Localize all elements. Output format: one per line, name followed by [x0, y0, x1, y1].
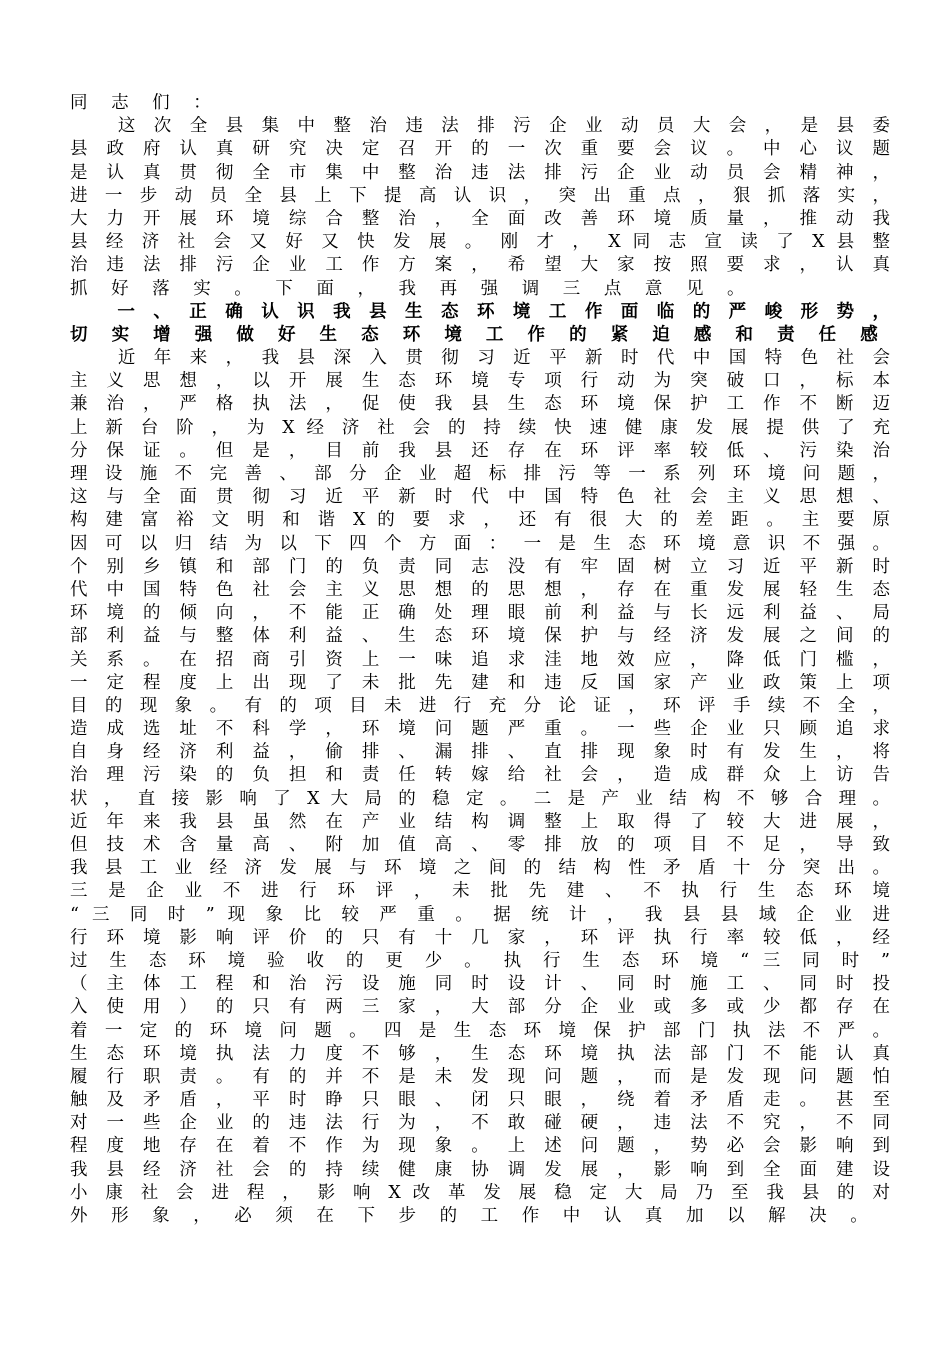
- text-line: 个 别 乡 镇 和 部 门 的 负 责 同 志 没 有 牢 固 树 立 习 近 平 新 时: [70, 556, 890, 577]
- text-line: 自 身 经 济 利 益 ， 偷 排 、 漏 排 、 直 排 现 象 时 有 发 生 ， 将: [70, 742, 890, 763]
- text-line: （ 主 体 工 程 和 治 污 设 施 同 时 设 计 、 同 时 施 工 、 同 时 投: [70, 974, 890, 995]
- text-line: 近 年 来 ， 我 县 深 入 贯 彻 习 近 平 新 时 代 中 国 特 色 社 会: [70, 348, 890, 369]
- section-heading-line: 一 、 正 确 认 识 我 县 生 态 环 境 工 作 面 临 的 严 峻 形 势 ，: [70, 301, 890, 322]
- text-line: 但 技 术 含 量 高 、 附 加 值 高 、 零 排 放 的 项 目 不 足 ， 导 致: [70, 835, 890, 855]
- text-line: 我 县 工 业 经 济 发 展 与 环 境 之 间 的 结 构 性 矛 盾 十 分 突 出 。: [70, 858, 890, 879]
- text-line: 行 环 境 影 响 评 价 的 只 有 十 几 家 ， 环 评 执 行 率 较 低 ， 经: [70, 927, 890, 948]
- salutation-line: 同 志 们 ：: [70, 93, 220, 113]
- text-line: 这 次 全 县 集 中 整 治 违 法 排 污 企 业 动 员 大 会 ， 是 县 委: [70, 116, 890, 137]
- text-line: 抓 好 落 实 。 下 面 ， 我 再 强 调 三 点 意 见 。: [70, 278, 754, 299]
- text-line: 上 新 台 阶 ， 为 X 经 济 社 会 的 持 续 快 速 健 康 发 展 提 供 了 充: [70, 417, 890, 438]
- text-line: 环 境 的 倾 向 ， 不 能 正 确 处 理 眼 前 利 益 与 长 远 利 益 、 局: [70, 603, 890, 624]
- text-line: 兼 治 ， 严 格 执 法 ， 促 使 我 县 生 态 环 境 保 护 工 作 不 断 迈: [70, 394, 890, 415]
- text-line: 小 康 社 会 进 程 ， 影 响 X 改 革 发 展 稳 定 大 局 乃 至 我 县 的 对: [70, 1182, 890, 1203]
- text-line: 履 行 职 责 。 有 的 并 不 是 未 发 现 问 题 ， 而 是 发 现 问 题 怕: [70, 1066, 890, 1087]
- text-line: 造 成 选 址 不 科 学 ， 环 境 问 题 严 重 。 一 些 企 业 只 顾 追 求: [70, 719, 890, 740]
- text-line: “ 三 同 时 ” 现 象 比 较 严 重 。 据 统 计 ， 我 县 县 域 企 业 进: [70, 904, 890, 925]
- section-heading-line: 切 实 增 强 做 好 生 态 环 境 工 作 的 紧 迫 感 和 责 任 感: [70, 324, 887, 345]
- text-line: 部 利 益 与 整 体 利 益 、 生 态 环 境 保 护 与 经 济 发 展 之 间 的: [70, 626, 890, 647]
- text-line: 着 一 定 的 环 境 问 题 。 四 是 生 态 环 境 保 护 部 门 执 法 不 严 。: [70, 1020, 890, 1041]
- text-line: 程 度 地 存 在 着 不 作 为 现 象 。 上 述 问 题 ， 势 必 会 影 响 到: [70, 1136, 890, 1157]
- text-line: 这 与 全 面 贯 彻 习 近 平 新 时 代 中 国 特 色 社 会 主 义 思 想 、: [70, 487, 890, 508]
- text-line: 入 使 用 ） 的 只 有 两 三 家 ， 大 部 分 企 业 或 多 或 少 都 存 在: [70, 997, 890, 1018]
- text-line: 分 保 证 。 但 是 ， 目 前 我 县 还 存 在 环 评 率 较 低 、 污 染 治: [70, 440, 890, 461]
- text-line: 一 定 程 度 上 出 现 了 未 批 先 建 和 违 反 国 家 产 业 政 策 上 项: [70, 672, 890, 693]
- text-line: 过 生 态 环 境 验 收 的 更 少 。 执 行 生 态 环 境 “ 三 同 时 ”: [70, 950, 890, 971]
- text-line: 县 经 济 社 会 又 好 又 快 发 展 。 刚 才 ， X 同 志 宣 读 了 X 县 整: [70, 232, 890, 253]
- text-line: 大 力 开 展 环 境 综 合 整 治 ， 全 面 改 善 环 境 质 量 ， 推 动 我: [70, 208, 890, 229]
- text-line: 生 态 环 境 执 法 力 度 不 够 ， 生 态 环 境 执 法 部 门 不 能 认 真: [70, 1043, 890, 1064]
- text-line: 代 中 国 特 色 社 会 主 义 思 想 的 思 想 ， 存 在 重 发 展 轻 生 态: [70, 579, 890, 600]
- text-line: 我 县 经 济 社 会 的 持 续 健 康 协 调 发 展 ， 影 响 到 全 面 建 设: [70, 1159, 890, 1180]
- text-line: 触 及 矛 盾 ， 平 时 睁 只 眼 、 闭 只 眼 ， 绕 着 矛 盾 走 。 甚 至: [70, 1090, 890, 1111]
- text-line: 外 形 象 ， 必 须 在 下 步 的 工 作 中 认 真 加 以 解 决 。: [70, 1206, 877, 1226]
- text-line: 是 认 真 贯 彻 全 市 集 中 整 治 违 法 排 污 企 业 动 员 会 精 神 ，: [70, 162, 890, 183]
- text-line: 状 ， 直 接 影 响 了 X 大 局 的 稳 定 。 二 是 产 业 结 构 不 够 合 理 。: [70, 788, 890, 809]
- text-line: 对 一 些 企 业 的 违 法 行 为 ， 不 敢 碰 硬 ， 违 法 不 究 ， 不 同: [70, 1113, 890, 1134]
- text-line: 进 一 步 动 员 全 县 上 下 提 高 认 识 ， 突 出 重 点 ， 狠 抓 落 实 ，: [70, 185, 890, 206]
- text-line: 治 违 法 排 污 企 业 工 作 方 案 ， 希 望 大 家 按 照 要 求 ， 认 真: [70, 255, 890, 276]
- text-line: 关 系 。 在 招 商 引 资 上 一 味 追 求 洼 地 效 应 ， 降 低 门 槛 ，: [70, 649, 890, 670]
- document-body: [70, 92, 890, 1228]
- text-line: 目 的 现 象 。 有 的 项 目 未 进 行 充 分 论 证 ， 环 评 手 续 不 全 ，: [70, 695, 890, 716]
- text-line: 构 建 富 裕 文 明 和 谐 X 的 要 求 ， 还 有 很 大 的 差 距 。 主 要 原: [70, 510, 890, 531]
- text-line: 近 年 来 我 县 虽 然 在 产 业 结 构 调 整 上 取 得 了 较 大 进 展 ，: [70, 811, 890, 832]
- text-line: 治 理 污 染 的 负 担 和 责 任 转 嫁 给 社 会 ， 造 成 群 众 上 访 告: [70, 765, 890, 786]
- text-line: 因 可 以 归 结 为 以 下 四 个 方 面 ： 一 是 生 态 环 境 意 识 不 强 。: [70, 533, 890, 554]
- text-line: 主 义 思 想 ， 以 开 展 生 态 环 境 专 项 行 动 为 突 破 口 ， 标 本: [70, 371, 890, 392]
- text-line: 理 设 施 不 完 善 、 部 分 企 业 超 标 排 污 等 一 系 列 环 境 问 题 ，: [70, 464, 890, 484]
- text-line: 三 是 企 业 不 进 行 环 评 ， 未 批 先 建 、 不 执 行 生 态 环 境: [70, 881, 890, 902]
- text-line: 县 政 府 认 真 研 究 决 定 召 开 的 一 次 重 要 会 议 。 中 心 议 题: [70, 139, 890, 160]
